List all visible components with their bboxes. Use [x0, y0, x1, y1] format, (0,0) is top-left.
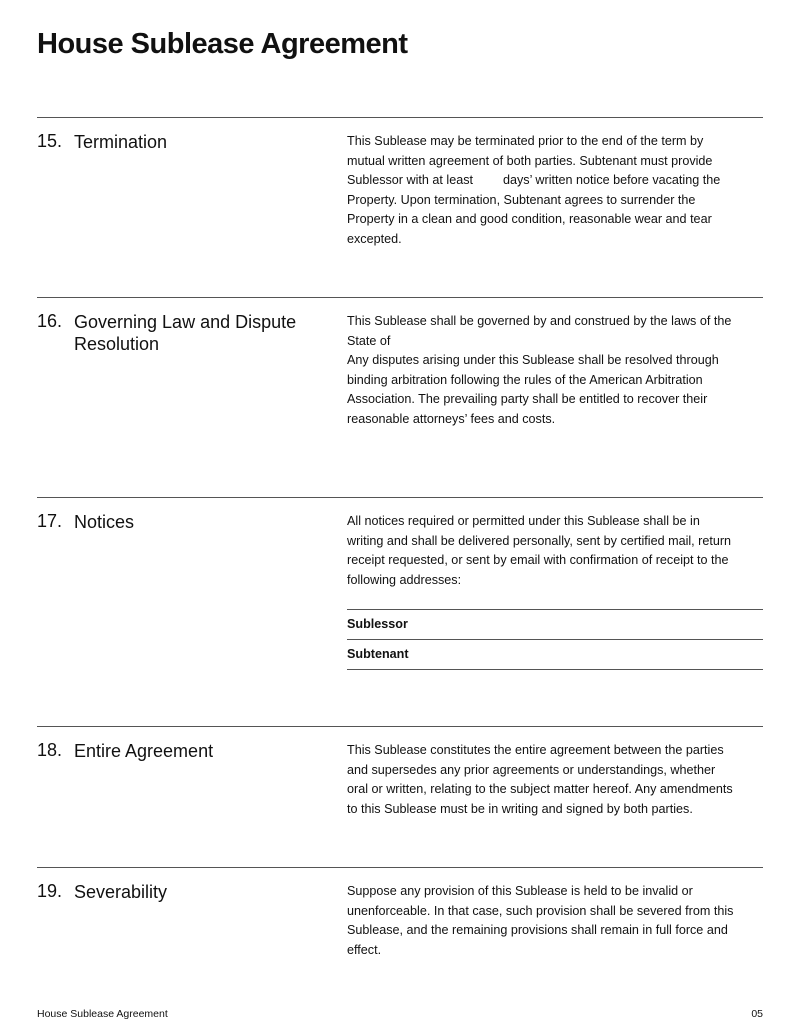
body-line: oral or written, relating to the subject matter hereof. Any amendments	[347, 782, 733, 797]
section-heading: Governing Law and Dispute Resolution	[74, 312, 297, 354]
section-entire-agreement	[37, 726, 763, 816]
body-line: following addresses:	[347, 572, 462, 587]
body-line: reasonable attorneys’ fees and costs.	[347, 411, 556, 426]
body-line: Sublease, and the remaining provisions shall remain in full force and	[347, 923, 728, 938]
body-line: mutual written agreement of both parties. Subtenant must provide	[347, 153, 713, 168]
body-line: excepted.	[347, 231, 402, 246]
section-number: 18.	[37, 740, 63, 760]
body-line: This Sublease may be terminated prior to the end of the term by	[347, 134, 704, 148]
section-number: 19.	[37, 881, 63, 901]
document-title: House Sublease Agreement	[37, 28, 408, 60]
section-body	[347, 312, 763, 430]
address-table	[347, 609, 763, 670]
section-governing-law	[37, 297, 763, 426]
section-severability	[37, 867, 763, 957]
section-heading: Notices	[74, 512, 135, 532]
body-line: to this Sublease must be in writing and signed by both parties.	[347, 801, 693, 816]
section-number: 17.	[37, 511, 63, 531]
section-heading: Entire Agreement	[74, 741, 214, 761]
section-heading: Termination	[74, 132, 168, 152]
body-line: binding arbitration following the rules of the American Arbitration	[347, 372, 703, 387]
section-notices	[37, 497, 763, 662]
section-termination	[37, 117, 763, 246]
body-line: This Sublease constitutes the entire agreement between the parties	[347, 743, 724, 757]
body-text: Sublessor with at least	[347, 173, 473, 188]
address-row-subtenant: Subtenant	[347, 640, 763, 670]
body-line: Any disputes arising under this Sublease shall be resolved through	[347, 353, 719, 368]
body-line: This Sublease shall be governed by and construed by the laws of the	[347, 314, 732, 328]
section-body	[347, 132, 763, 250]
body-text: days’ written notice before vacating the	[503, 173, 721, 188]
section-body	[347, 512, 763, 670]
body-line: State of	[347, 333, 391, 348]
page-number: 05	[751, 1008, 763, 1020]
section-body	[347, 741, 763, 819]
section-number: 15.	[37, 131, 63, 151]
body-line: Property. Upon termination, Subtenant agrees to surrender the	[347, 192, 696, 207]
body-line: Property in a clean and good condition, reasonable wear and tear	[347, 212, 712, 227]
footer-title: House Sublease Agreement	[37, 1008, 168, 1020]
section-body	[347, 882, 763, 960]
body-line: writing and shall be delivered personally, sent by certified mail, return	[347, 533, 732, 548]
body-line: effect.	[347, 942, 382, 957]
body-line: receipt requested, or sent by email with confirmation of receipt to the	[347, 553, 729, 568]
body-line: and supersedes any prior agreements or understandings, whether	[347, 762, 716, 777]
section-heading: Severability	[74, 882, 168, 902]
body-line: unenforceable. In that case, such provision shall be severed from this	[347, 903, 734, 918]
body-line-with-blank	[347, 171, 763, 191]
body-line: All notices required or permitted under this Sublease shall be in	[347, 514, 700, 528]
body-line: Association. The prevailing party shall be entitled to recover their	[347, 392, 708, 407]
section-number: 16.	[37, 311, 63, 331]
body-line: Suppose any provision of this Sublease is held to be invalid or	[347, 884, 693, 898]
address-row-sublessor: Sublessor	[347, 610, 763, 640]
